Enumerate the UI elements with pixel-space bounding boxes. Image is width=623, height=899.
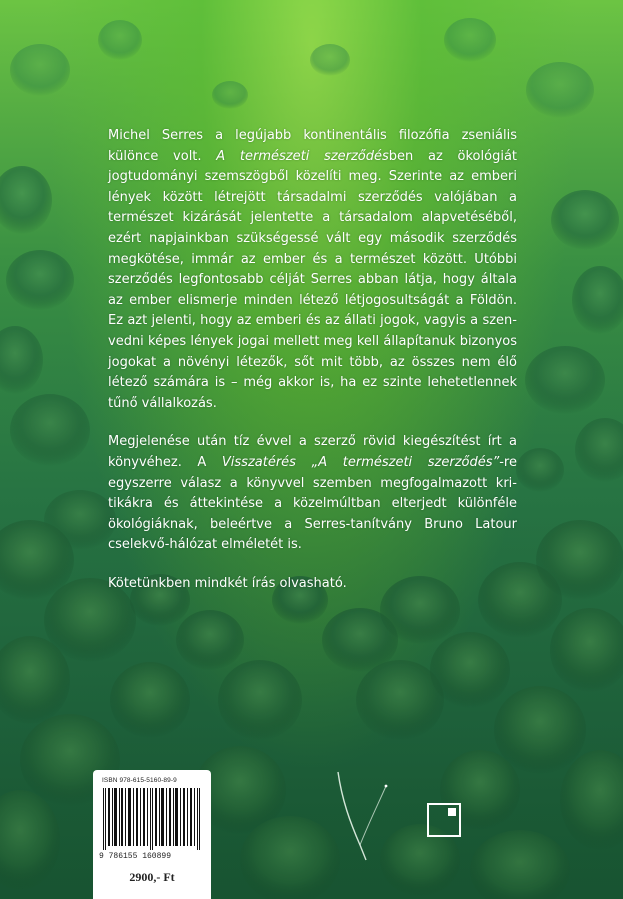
paragraph-2-text-a: Megjelenése után tíz évvel a szerző rövid kiegészítést írt a könyvéhez. A xyxy=(108,434,517,470)
book-title-italic: A természeti szerződés xyxy=(216,148,389,164)
barcode-icon xyxy=(103,788,201,850)
isbn-label: ISBN 978-615-5160-89-9 xyxy=(102,777,177,784)
paragraph-1-text-b: ben az ökológiát jogtudományi szemszögből közelíti meg. Szerinte az emberi lények között létrejött társadalmi szerződés valójában a természet kizárását jelentette a társadalom alapvetéséből, ezért napjainkban szükségessé vált egy második szerződés megkötése, immár az ember és a természet között. Utóbbi szerződés legfontosabb célját Serres abban látja, hogy általa az ember elismerje minden létező létjogosultságát a Földön. Ez azt jelenti, hogy az emberi és az állati jogok, vagyis a szenvedni képes lények jogai mellett meg kell állapítanuk bizonyos jogokat a növényi létezők, sőt mit több, az összes nem élő létező számára is – még akkor is, ha ez szinte lehetetlennek tűnő vállalkozás. xyxy=(108,148,518,411)
blurb-paragraph-3: Kötetünkben mindkét írás olvasható. xyxy=(108,575,347,591)
blurb-paragraph-1 xyxy=(108,126,517,414)
logo-inner-square xyxy=(448,808,456,816)
barcode-digits: 9 786155 160899 xyxy=(99,852,172,861)
price-label: 2900,- Ft xyxy=(129,870,175,884)
essay-title-italic: Visszatérés „A természeti szerződés” xyxy=(221,454,500,470)
light-streak-decoration xyxy=(310,760,400,870)
paragraph-1-text-a: Michel Serres a legújabb kontinentális filozófia zseniális különce volt. xyxy=(108,128,517,164)
publisher-square-logo-icon xyxy=(427,803,461,837)
paragraph-2-text-b: -re egyszerre válasz a könyvvel szemben megfogalmazott kritikákra és áttekintése a közelmúltban elterjedt különféle ökológiáknak, beleértve a Serres-tanítvány Bruno Latour cselekvő-hálózat elméletét is. xyxy=(108,454,517,553)
blurb-text xyxy=(108,126,517,612)
blurb-paragraph-2 xyxy=(108,432,517,556)
barcode-sticker xyxy=(93,770,211,899)
